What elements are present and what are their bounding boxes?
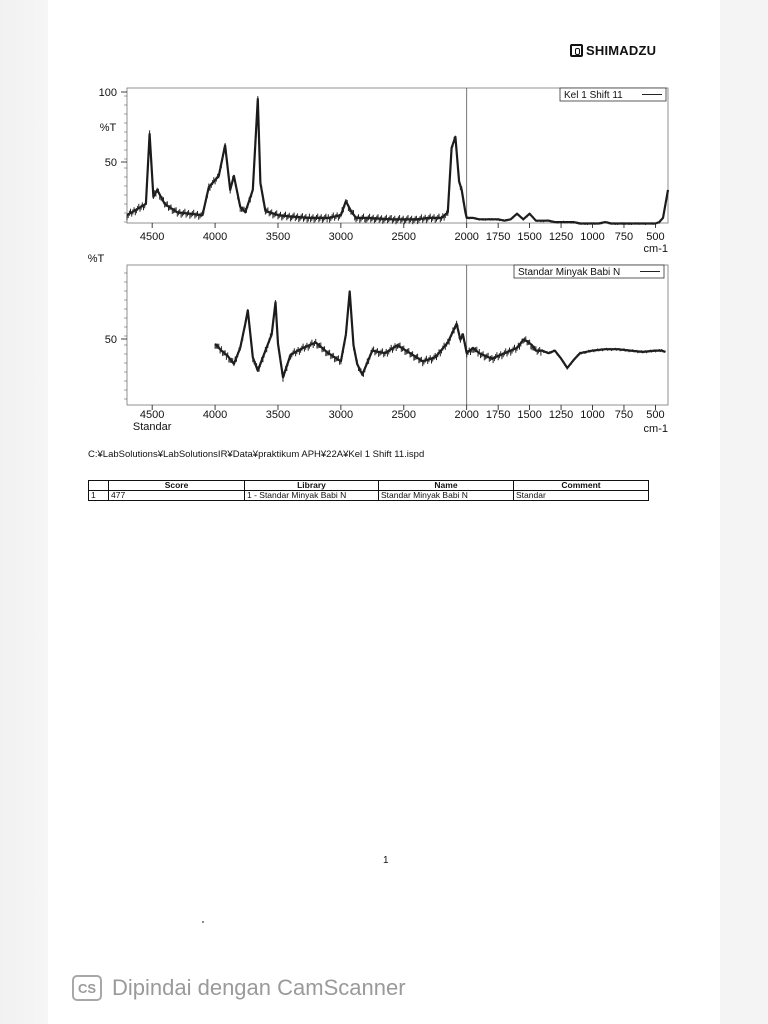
table-row (89, 491, 649, 501)
column-header: Comment (514, 481, 649, 491)
x-tick-label: 1500 (517, 409, 542, 421)
x-tick-label: 750 (614, 231, 634, 243)
y-tick-label: 100 (98, 87, 117, 99)
spectrum-noise-band (366, 214, 390, 224)
spectrum-noise-band (473, 347, 478, 357)
file-path: C:¥LabSolutions¥LabSolutionsIR¥Data¥praktikum APH¥22A¥Kel 1 Shift 11.ispd (88, 449, 425, 460)
plot-frame (127, 265, 668, 405)
x-tick-label: 1250 (548, 409, 574, 421)
x-tick-label: 1000 (580, 409, 605, 421)
x-tick-label: 2000 (454, 231, 479, 243)
x-tick-label: 1750 (485, 231, 511, 243)
spectrum-noise-band (662, 349, 665, 353)
y-tick-label: 50 (104, 334, 117, 346)
x-tick-label: 750 (614, 409, 634, 421)
legend-label: Kel 1 Shift 11 (564, 90, 623, 101)
x-tick-label: 3000 (328, 409, 354, 421)
x-tick-label: 4000 (202, 409, 228, 421)
page-number: 1 (383, 855, 389, 866)
spectrum-noise-band (517, 339, 522, 351)
x-tick-label: 1500 (517, 231, 542, 243)
table-cell-rank: 1 (89, 491, 109, 501)
x-tick-label: 3000 (328, 231, 354, 243)
x-tick-label: 4500 (139, 409, 165, 421)
table-header-row (89, 481, 649, 491)
table-cell-name: Standar Minyak Babi N (379, 491, 514, 501)
x-tick-label: 2500 (391, 409, 417, 421)
x-tick-label: 500 (646, 231, 665, 243)
plot-frame (127, 88, 668, 223)
x-tick-label: 4500 (139, 231, 165, 243)
x-tick-label: 500 (646, 409, 665, 421)
spectrum-noise-band (523, 336, 526, 343)
x-tick-label: 3500 (265, 409, 291, 421)
y-tick-label: 50 (104, 157, 117, 169)
column-header: Score (109, 481, 245, 491)
spectrum-series-line (215, 292, 665, 378)
camscanner-watermark (72, 975, 406, 1001)
spectrum-series-line (127, 99, 668, 224)
spectrum-noise-band (442, 211, 447, 221)
x-tick-label: 2000 (454, 409, 479, 421)
x-tick-label: 1250 (548, 231, 574, 243)
y-axis-label: %T (99, 122, 117, 134)
spectrum-noise-band (532, 345, 535, 351)
spectrum-noise-band (549, 220, 554, 223)
x-axis-label: cm-1 (643, 423, 668, 435)
table-cell-score: 477 (109, 491, 245, 501)
column-header: Name (379, 481, 514, 491)
spectrum-noise-band (127, 202, 145, 220)
scan-speck (202, 921, 204, 923)
column-header (89, 481, 109, 491)
spectrum-noise-band (203, 193, 208, 216)
column-header: Library (245, 481, 379, 491)
x-axis-caption: Standar (132, 421, 172, 433)
x-axis-label: cm-1 (643, 243, 668, 255)
table-cell-library: 1 - Standar Minyak Babi N (245, 491, 379, 501)
y-axis-label: %T (87, 253, 105, 265)
x-tick-label: 4000 (202, 231, 228, 243)
camscanner-logo-icon: CS (72, 975, 102, 1001)
brand-name: SHIMADZU (586, 43, 657, 58)
x-tick-label: 2500 (391, 231, 417, 243)
watermark-text: Dipindai dengan CamScanner (112, 975, 406, 1000)
table-cell-comment: Standar (514, 491, 649, 501)
x-tick-label: 3500 (265, 231, 291, 243)
legend-label: Standar Minyak Babi N (518, 267, 621, 278)
x-tick-label: 1750 (485, 409, 511, 421)
x-tick-label: 1000 (580, 231, 605, 243)
search-results-table (88, 480, 649, 501)
